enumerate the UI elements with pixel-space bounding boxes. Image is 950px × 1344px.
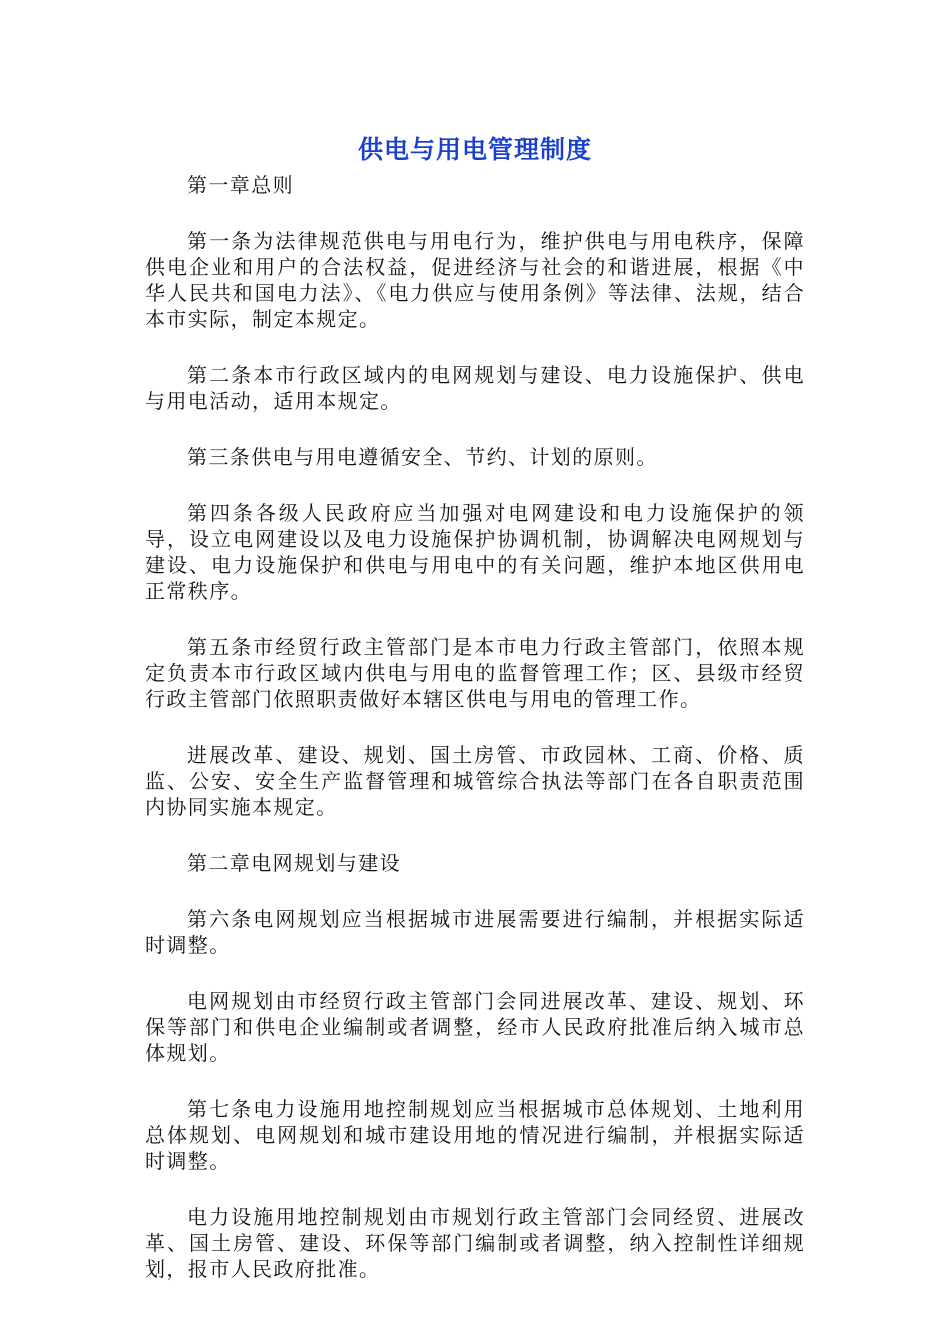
paragraph: 第五条市经贸行政主管部门是本市电力行政主管部门，依照本规定负责本市行政区域内供电与用电的监督管理工作；区、县级市经贸行政主管部门依照职责做好本辖区供电与用电的管理工作。: [145, 635, 805, 711]
paragraph: 电力设施用地控制规划由市规划行政主管部门会同经贸、进展改革、国土房管、建设、环保等部门编制或者调整，纳入控制性详细规划，报市人民政府批准。: [145, 1205, 805, 1281]
paragraph: 第四条各级人民政府应当加强对电网建设和电力设施保护的领导，设立电网建设以及电力设施保护协调机制，协调解决电网规划与建设、电力设施保护和供电与用电中的有关问题，维护本地区供用电正常秩序。: [145, 501, 805, 603]
chapter-heading: 第一章总则: [187, 173, 294, 197]
paragraph: 第二条本市行政区域内的电网规划与建设、电力设施保护、供电与用电活动，适用本规定。: [145, 363, 805, 413]
document-title: 供电与用电管理制度: [357, 135, 592, 164]
paragraph: 进展改革、建设、规划、国土房管、市政园林、工商、价格、质监、公安、安全生产监督管理和城管综合执法等部门在各自职责范围内协同实施本规定。: [145, 743, 805, 819]
chapter-heading: 第二章电网规划与建设: [187, 851, 401, 875]
paragraph: 第三条供电与用电遵循安全、节约、计划的原则。: [187, 445, 658, 469]
paragraph: 第七条电力设施用地控制规划应当根据城市总体规划、土地利用总体规划、电网规划和城市建设用地的情况进行编制，并根据实际适时调整。: [145, 1097, 805, 1173]
paragraph: 电网规划由市经贸行政主管部门会同进展改革、建设、规划、环保等部门和供电企业编制或者调整，经市人民政府批准后纳入城市总体规划。: [145, 989, 805, 1065]
paragraph: 第一条为法律规范供电与用电行为，维护供电与用电秩序，保障供电企业和用户的合法权益，促进经济与社会的和谐进展，根据《中华人民共和国电力法》、《电力供应与使用条例》等法律、法规，结合本市实际，制定本规定。: [145, 229, 805, 331]
document-body: [145, 172, 805, 1312]
paragraph: 第六条电网规划应当根据城市进展需要进行编制，并根据实际适时调整。: [145, 907, 805, 957]
